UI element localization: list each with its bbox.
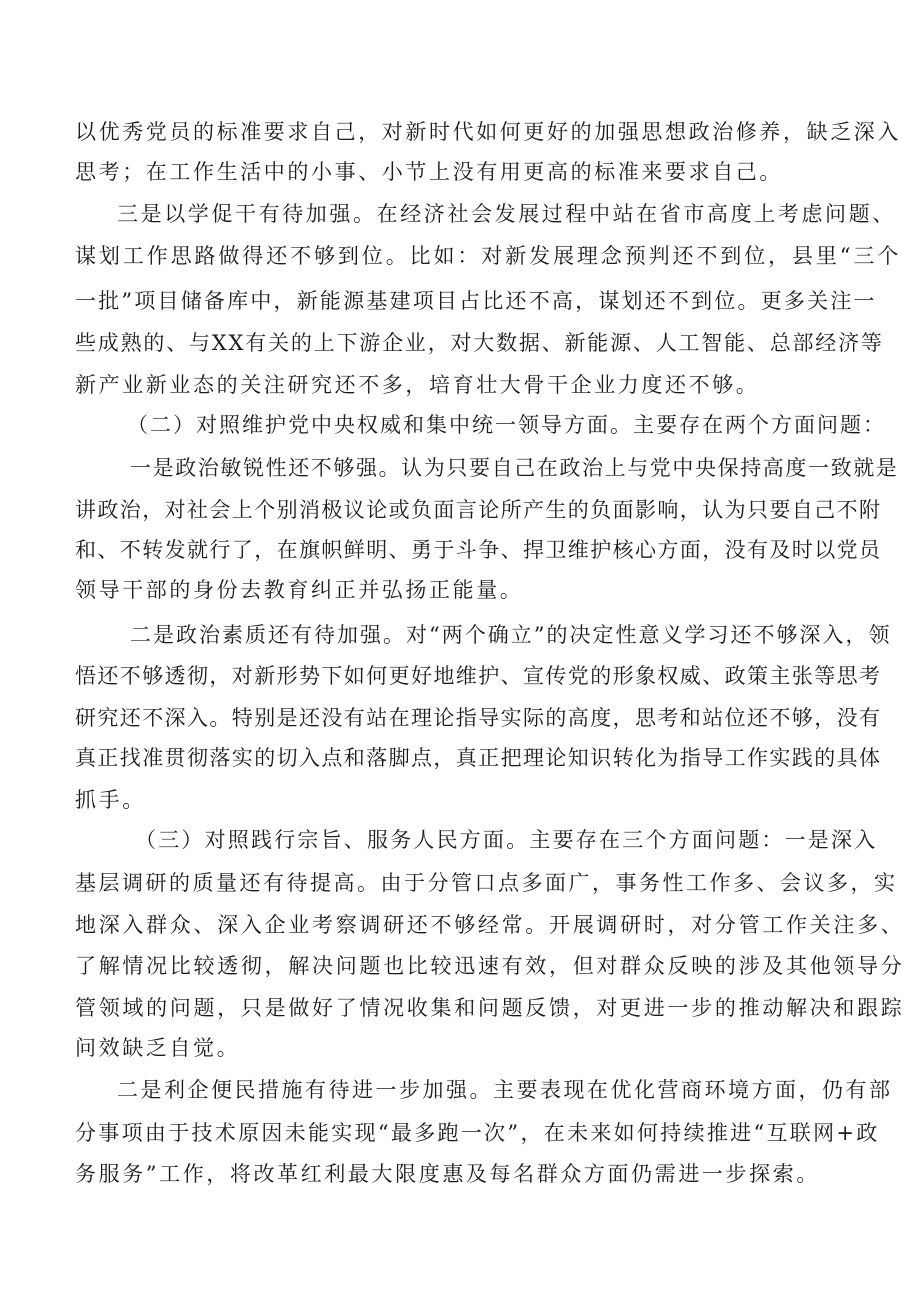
text-line: 了解情况比较透彻，解决问题也比较迅速有效，但对群众反映的涉及其他领导分 bbox=[75, 954, 905, 978]
text-line: 思考；在工作生活中的小事、小节上没有用更高的标准来要求自己。 bbox=[75, 160, 783, 184]
text-line: 地深入群众、深入企业考察调研还不够经常。开展调研时，对分管工作关注多、 bbox=[75, 913, 905, 937]
text-line: 分事项由于技术原因未能实现“最多跑一次”，在未来如何持续推进“互联网+政 bbox=[75, 1121, 880, 1145]
text-line: 二是政治素质还有待加强。对“两个确立”的决定性意义学习还不够深入，领 bbox=[130, 623, 892, 647]
text-line: 务服务”工作，将改革红利最大限度惠及每名群众方面仍需进一步探索。 bbox=[75, 1162, 820, 1186]
text-line: 讲政治，对社会上个别消极议论或负面言论所产生的负面影响，认为只要自己不附 bbox=[75, 498, 882, 522]
text-line: 以优秀党员的标准要求自己，对新时代如何更好的加强思想政治修养，缺乏深入 bbox=[75, 120, 901, 144]
text-line: 问效缺乏自觉。 bbox=[75, 1036, 241, 1060]
text-line: 悟还不够透彻，对新形势下如何更好地维护、宣传党的形象权威、政策主张等思考 bbox=[75, 664, 882, 688]
text-line: 二是利企便民措施有待进一步加强。主要表现在优化营商环境方面，仍有部 bbox=[117, 1078, 893, 1102]
text-line: 三是以学促干有待加强。在经济社会发展过程中站在省市高度上考虑问题、 bbox=[117, 202, 896, 226]
text-line: 些成熟的、与XX有关的上下游企业，对大数据、新能源、人工智能、总部经济等 bbox=[75, 331, 884, 355]
text-line: 一批”项目储备库中，新能源基建项目占比还不高，谋划还不到位。更多关注一 bbox=[75, 289, 877, 313]
text-line: 研究还不深入。特别是还没有站在理论指导实际的高度，思考和站位还不够，没有 bbox=[75, 706, 882, 730]
section-heading: （三）对照践行宗旨、服务人民方面。主要存在三个方面问题：一是深入 bbox=[135, 828, 878, 852]
text-line: 新产业新业态的关注研究还不多，培育壮大骨干企业力度还不够。 bbox=[75, 373, 760, 397]
text-line: 基层调研的质量还有待提高。由于分管口点多面广，事务性工作多、会议多，实 bbox=[75, 871, 898, 895]
text-line: 和、不转发就行了，在旗帜鲜明、勇于斗争、捍卫维护核心方面，没有及时以党员 bbox=[75, 538, 882, 562]
text-line: 抓手。 bbox=[75, 788, 146, 812]
text-line: 管领域的问题，只是做好了情况收集和问题反馈，对更进一步的推动解决和跟踪 bbox=[75, 996, 905, 1020]
text-line: 真正找准贯彻落实的切入点和落脚点，真正把理论知识转化为指导工作实践的具体 bbox=[75, 746, 882, 770]
text-line: 领导干部的身份去教育纠正并弘扬正能量。 bbox=[75, 578, 524, 602]
section-heading: （二）对照维护党中央权威和集中统一领导方面。主要存在两个方面问题： bbox=[127, 413, 886, 437]
text-line: 谋划工作思路做得还不够到位。比如：对新发展理念预判还不到位，县里“三个 bbox=[75, 244, 902, 268]
text-line: 一是政治敏锐性还不够强。认为只要自己在政治上与党中央保持高度一致就是 bbox=[130, 456, 899, 480]
